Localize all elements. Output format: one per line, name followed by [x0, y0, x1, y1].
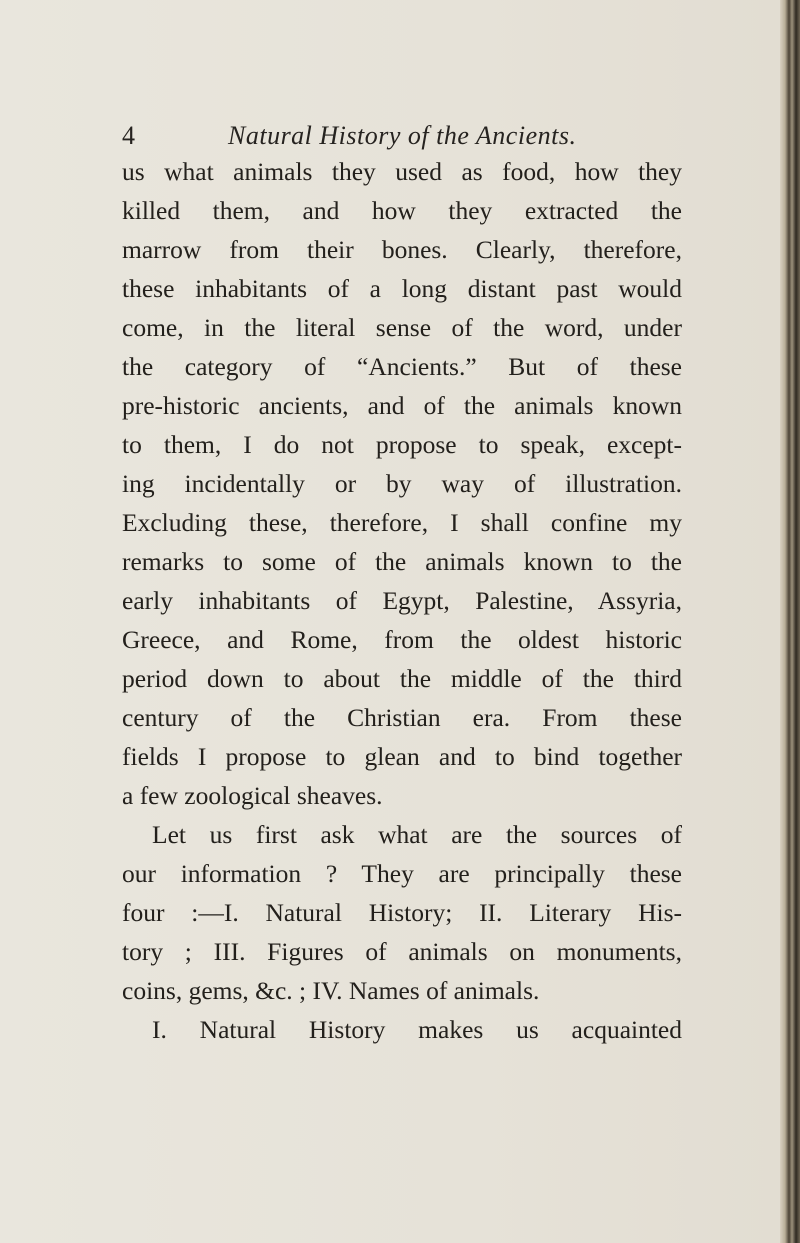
text-line: these inhabitants of a long distant past would — [122, 274, 682, 303]
text-line: come, in the literal sense of the word, under — [122, 313, 682, 342]
text-line: ing incidentally or by way of illustration. — [122, 469, 682, 498]
text-line: remarks to some of the animals known to the — [122, 547, 682, 576]
book-spine-edge — [780, 0, 800, 1243]
page-number: 4 — [122, 121, 135, 150]
page-header — [0, 118, 780, 154]
text-line: Greece, and Rome, from the oldest historic — [122, 625, 682, 654]
text-line: a few zoological sheaves. — [122, 781, 383, 810]
text-line: century of the Christian era. From these — [122, 703, 682, 732]
text-line: coins, gems, &c. ; IV. Names of animals. — [122, 976, 540, 1005]
text-line: us what animals they used as food, how they — [122, 157, 682, 186]
text-line: period down to about the middle of the third — [122, 664, 682, 693]
text-line: Excluding these, therefore, I shall confine my — [122, 508, 682, 537]
text-line: early inhabitants of Egypt, Palestine, Assyria, — [122, 586, 682, 615]
text-line: fields I propose to glean and to bind together — [122, 742, 682, 771]
text-line: tory ; III. Figures of animals on monuments, — [122, 937, 682, 966]
text-line: marrow from their bones. Clearly, therefore, — [122, 235, 682, 264]
text-line: our information ? They are principally these — [122, 859, 682, 888]
text-line: to them, I do not propose to speak, except- — [122, 430, 682, 459]
text-line: Let us first ask what are the sources of — [152, 820, 682, 849]
body-text — [122, 152, 682, 1049]
text-line: four :—I. Natural History; II. Literary His- — [122, 898, 682, 927]
text-line: the category of “Ancients.” But of these — [122, 352, 682, 381]
text-line: I. Natural History makes us acquainted — [152, 1015, 682, 1044]
text-line: pre-historic ancients, and of the animals known — [122, 391, 682, 420]
text-line: killed them, and how they extracted the — [122, 196, 682, 225]
running-title: Natural History of the Ancients. — [228, 121, 577, 150]
